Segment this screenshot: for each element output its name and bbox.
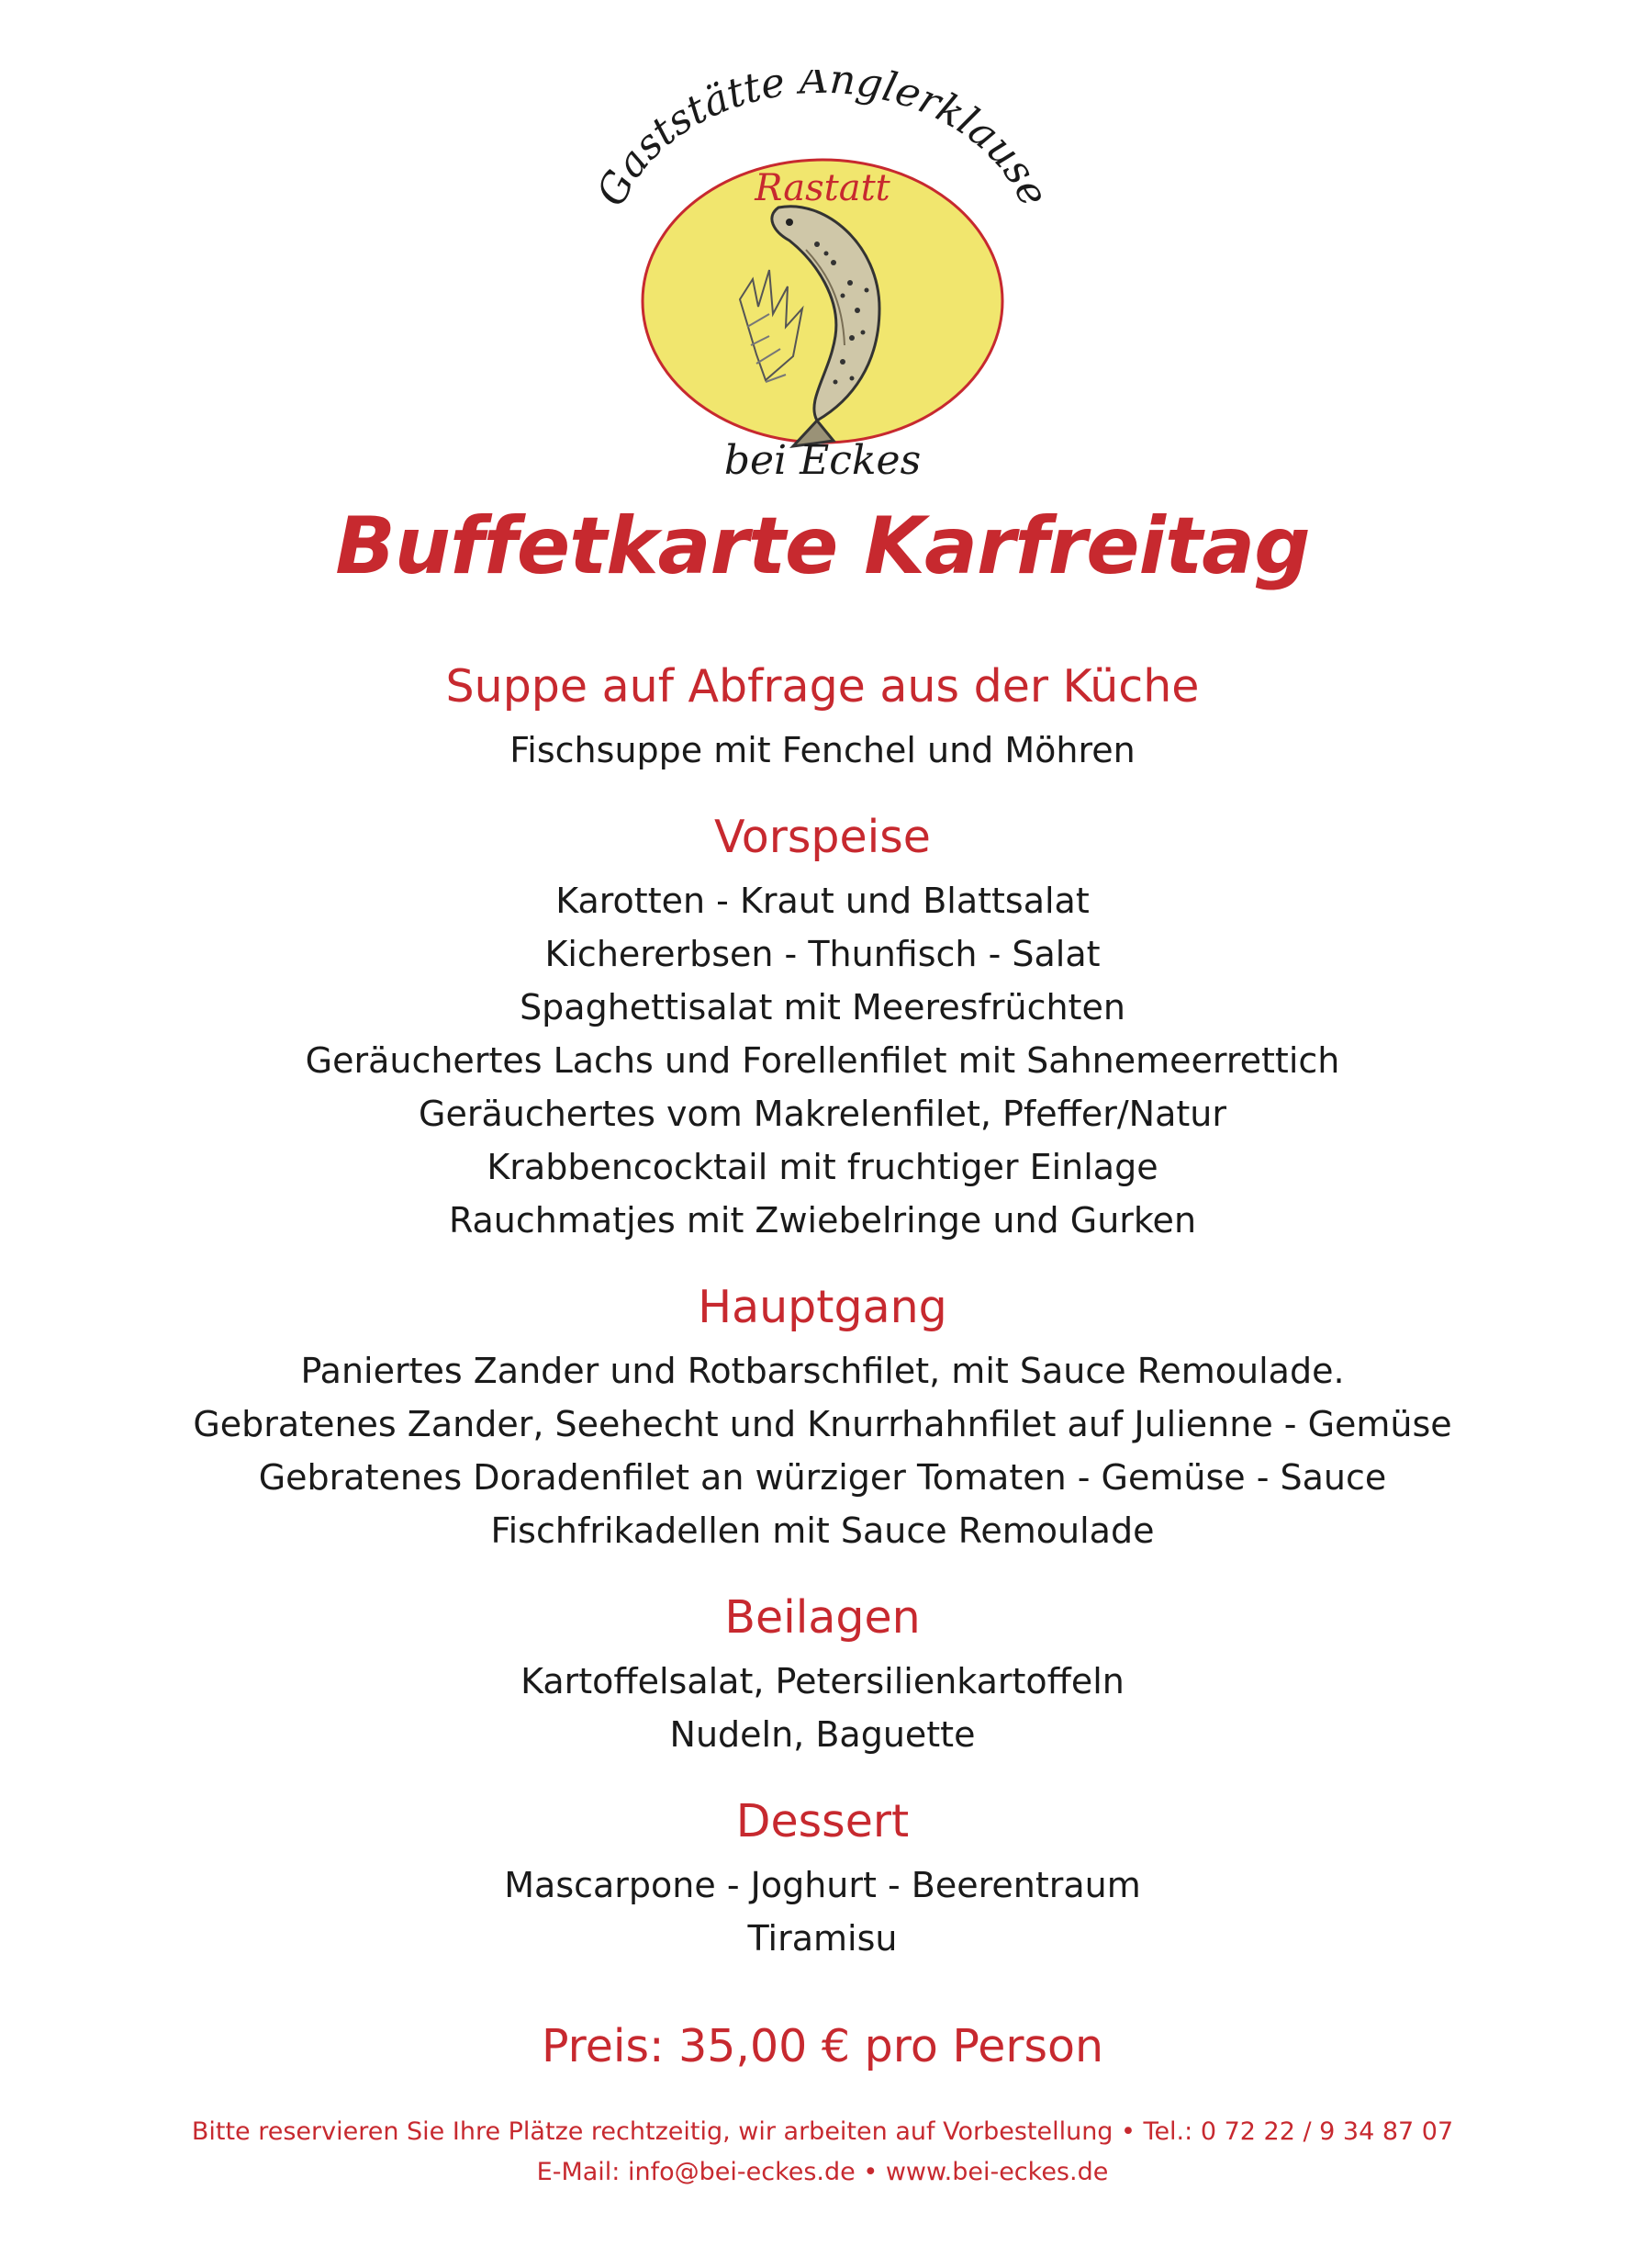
menu-item: Rauchmatjes mit Zwiebelringe und Gurken	[448, 1200, 1197, 1241]
footer	[0, 2112, 1645, 2193]
menu-item: Fischfrikadellen mit Sauce Remoulade	[490, 1510, 1155, 1551]
menu-item: Karotten - Kraut und Blattsalat	[555, 881, 1090, 921]
section-dessert	[0, 1785, 1645, 1965]
section-heading: Dessert	[735, 1795, 910, 1847]
section-soup	[0, 650, 1645, 777]
restaurant-logo	[576, 70, 1069, 492]
logo-city-text: Rastatt	[755, 167, 890, 209]
menu-sections	[0, 650, 1645, 1965]
menu-item: Kartoffelsalat, Petersilienkartoffeln	[520, 1661, 1125, 1701]
menu-item: Spaghettisalat mit Meeresfrüchten	[520, 987, 1125, 1027]
menu-item: Tiramisu	[747, 1918, 898, 1959]
menu-item: Krabbencocktail mit fruchtiger Einlage	[487, 1147, 1158, 1187]
menu-item: Kichererbsen - Thunfisch - Salat	[544, 934, 1101, 974]
section-starter	[0, 801, 1645, 1247]
menu-item: Geräuchertes vom Makrelenfilet, Pfeffer/Natur	[419, 1094, 1226, 1134]
reservation-contact-line: Bitte reservieren Sie Ihre Plätze rechtzeitig, wir arbeiten auf Vorbestellung • Tel.: 0 72 22 / 9 34 87 07	[191, 2117, 1454, 2146]
menu-item: Geräuchertes Lachs und Forellenfilet mit Sahnemeerrettich	[305, 1040, 1340, 1081]
logo-bottom-text: bei Eckes	[723, 437, 922, 484]
section-heading: Beilagen	[724, 1591, 921, 1644]
section-heading: Suppe auf Abfrage aus der Küche	[445, 660, 1200, 713]
menu-item: Nudeln, Baguette	[669, 1714, 976, 1755]
logo-top-text: Gaststätte Anglerklause	[588, 70, 1058, 214]
menu-item: Gebratenes Zander, Seehecht und Knurrhahnfilet auf Julienne - Gemüse	[193, 1404, 1452, 1444]
section-heading: Hauptgang	[698, 1281, 947, 1333]
email-website-line[interactable]: E-Mail: info@bei-eckes.de • www.bei-eckes.de	[536, 2158, 1109, 2186]
logo-graphic	[576, 70, 1069, 492]
section-sides	[0, 1581, 1645, 1761]
price-line: Preis: 35,00 € pro Person	[541, 2020, 1104, 2072]
section-heading: Vorspeise	[714, 811, 931, 863]
menu-item: Gebratenes Doradenfilet an würziger Tomaten - Gemüse - Sauce	[258, 1457, 1387, 1498]
menu-item: Paniertes Zander und Rotbarschfilet, mit Sauce Remoulade.	[300, 1351, 1345, 1391]
menu-item: Fischsuppe mit Fenchel und Möhren	[509, 730, 1136, 770]
section-main-course	[0, 1271, 1645, 1557]
menu-item: Mascarpone - Joghurt - Beerentraum	[504, 1865, 1141, 1905]
menu-title: Buffetkarte Karfreitag	[335, 500, 1310, 592]
